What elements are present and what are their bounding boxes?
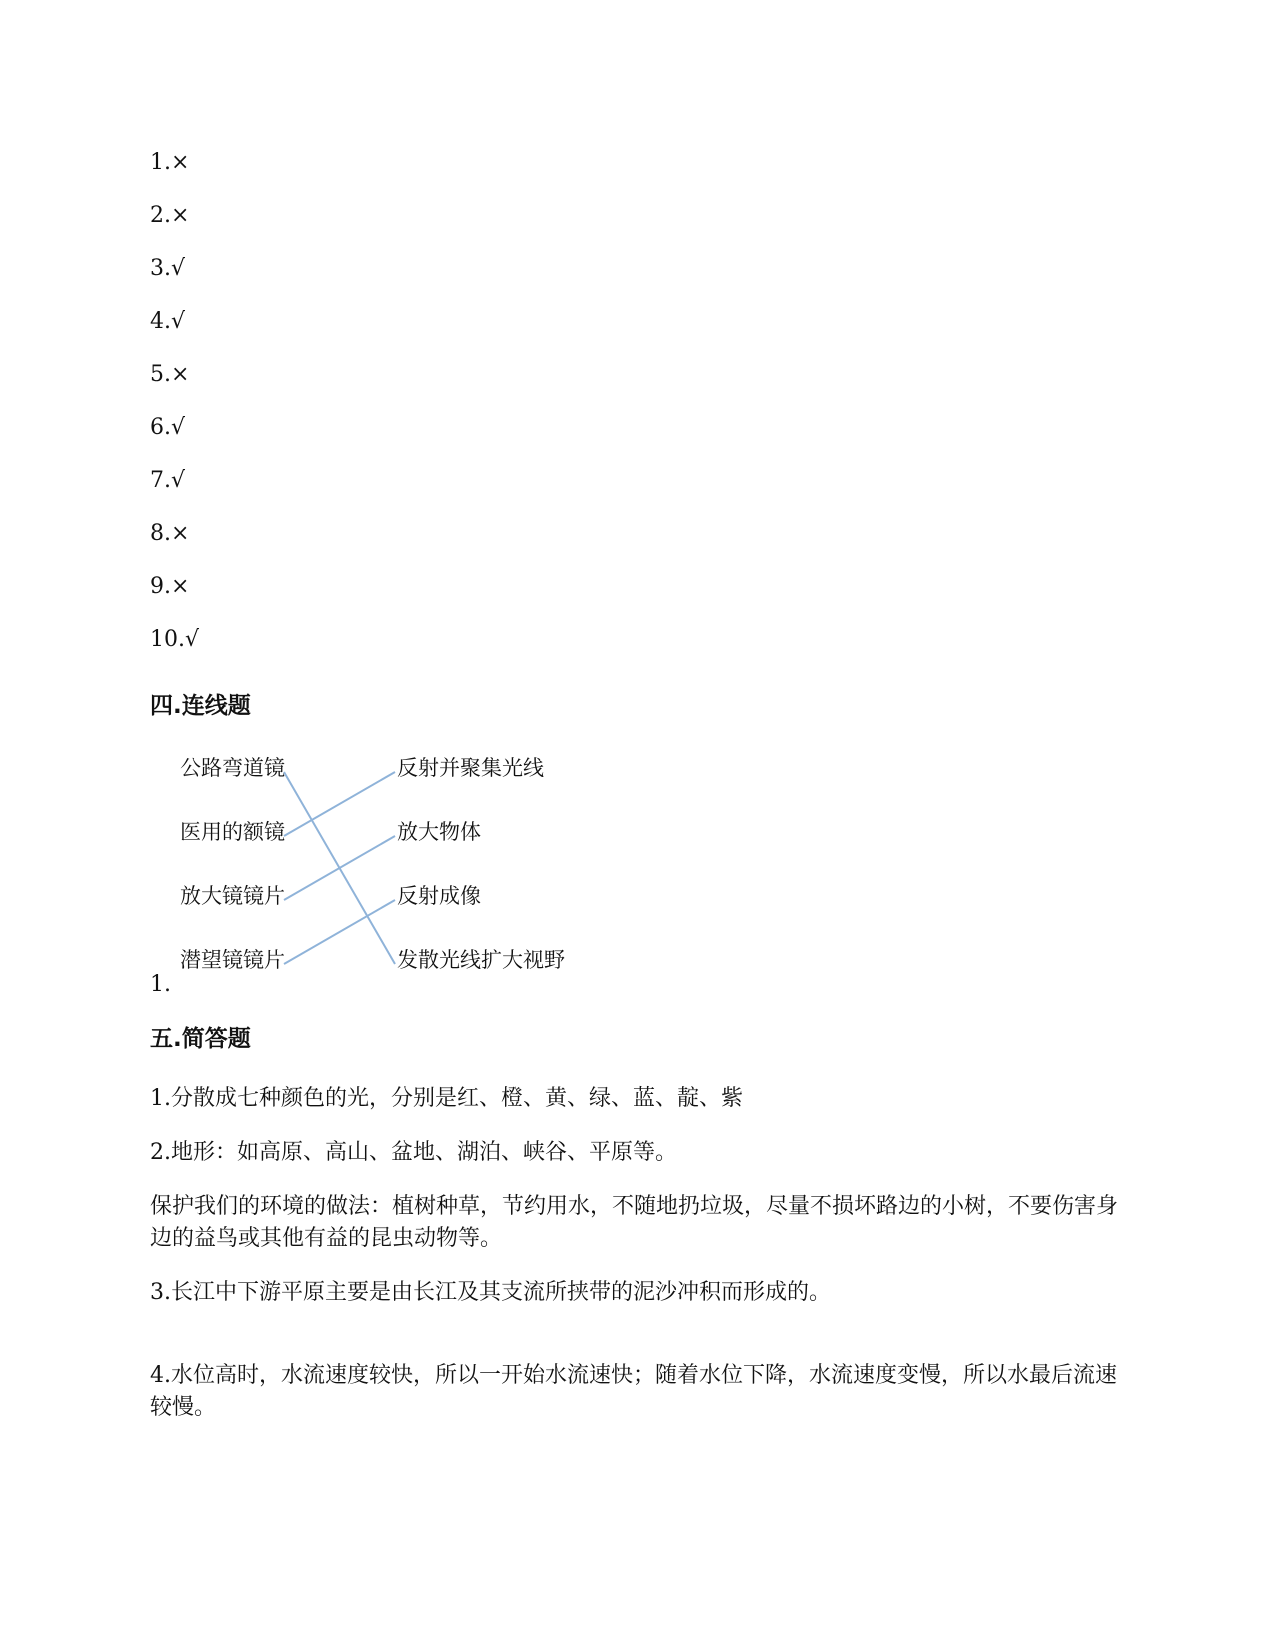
section-5-heading: 五.简答题 [150, 1026, 251, 1052]
tf-answer-5: 5.× [150, 362, 190, 387]
answer-paragraph-2: 2.地形：如高原、高山、盆地、湖泊、峡谷、平原等。 [150, 1140, 677, 1165]
tf-answer-3: 3.√ [150, 256, 186, 281]
answer-paragraph-1: 1.分散成七种颜色的光，分别是红、橙、黄、绿、蓝、靛、紫 [150, 1086, 743, 1111]
answer-paragraph-2-detail: 保护我们的环境的做法：植树种草，节约用水，不随地扔垃圾，尽量不损坏路边的小树，不要伤害身边的益鸟或其他有益的昆虫动物等。 [150, 1194, 1119, 1251]
section-4-heading: 四.连线题 [150, 693, 251, 719]
answer-paragraph-4: 4.水位高时，水流速度较快，所以一开始水流速快；随着水位下降，水流速度变慢，所以水最后流速较慢。 [150, 1363, 1117, 1420]
left-item-3: 放大镜镜片 [180, 884, 285, 908]
tf-answer-7: 7.√ [150, 468, 186, 493]
right-item-2: 放大物体 [397, 820, 481, 844]
tf-answer-1: 1.× [150, 150, 190, 175]
left-item-4: 潜望镜镜片 [180, 948, 285, 972]
right-item-1: 反射并聚集光线 [397, 756, 544, 780]
match-line-3 [284, 836, 395, 900]
match-line-2 [284, 772, 395, 836]
tf-answer-2: 2.× [150, 203, 190, 228]
tf-answer-8: 8.× [150, 521, 190, 546]
tf-answer-9: 9.× [150, 574, 190, 599]
tf-answer-6: 6.√ [150, 415, 186, 440]
match-line-4 [284, 900, 395, 964]
answer-paragraph-3: 3.长江中下游平原主要是由长江及其支流所挟带的泥沙冲积而形成的。 [150, 1280, 831, 1305]
left-item-2: 医用的额镜 [180, 820, 285, 844]
matching-question-number: 1. [150, 972, 171, 997]
right-item-4: 发散光线扩大视野 [397, 948, 565, 972]
matching-diagram [140, 755, 600, 1000]
tf-answer-10: 10.√ [150, 627, 200, 652]
left-item-1: 公路弯道镜 [180, 756, 285, 780]
tf-answer-4: 4.√ [150, 309, 186, 334]
right-item-3: 反射成像 [397, 884, 481, 908]
